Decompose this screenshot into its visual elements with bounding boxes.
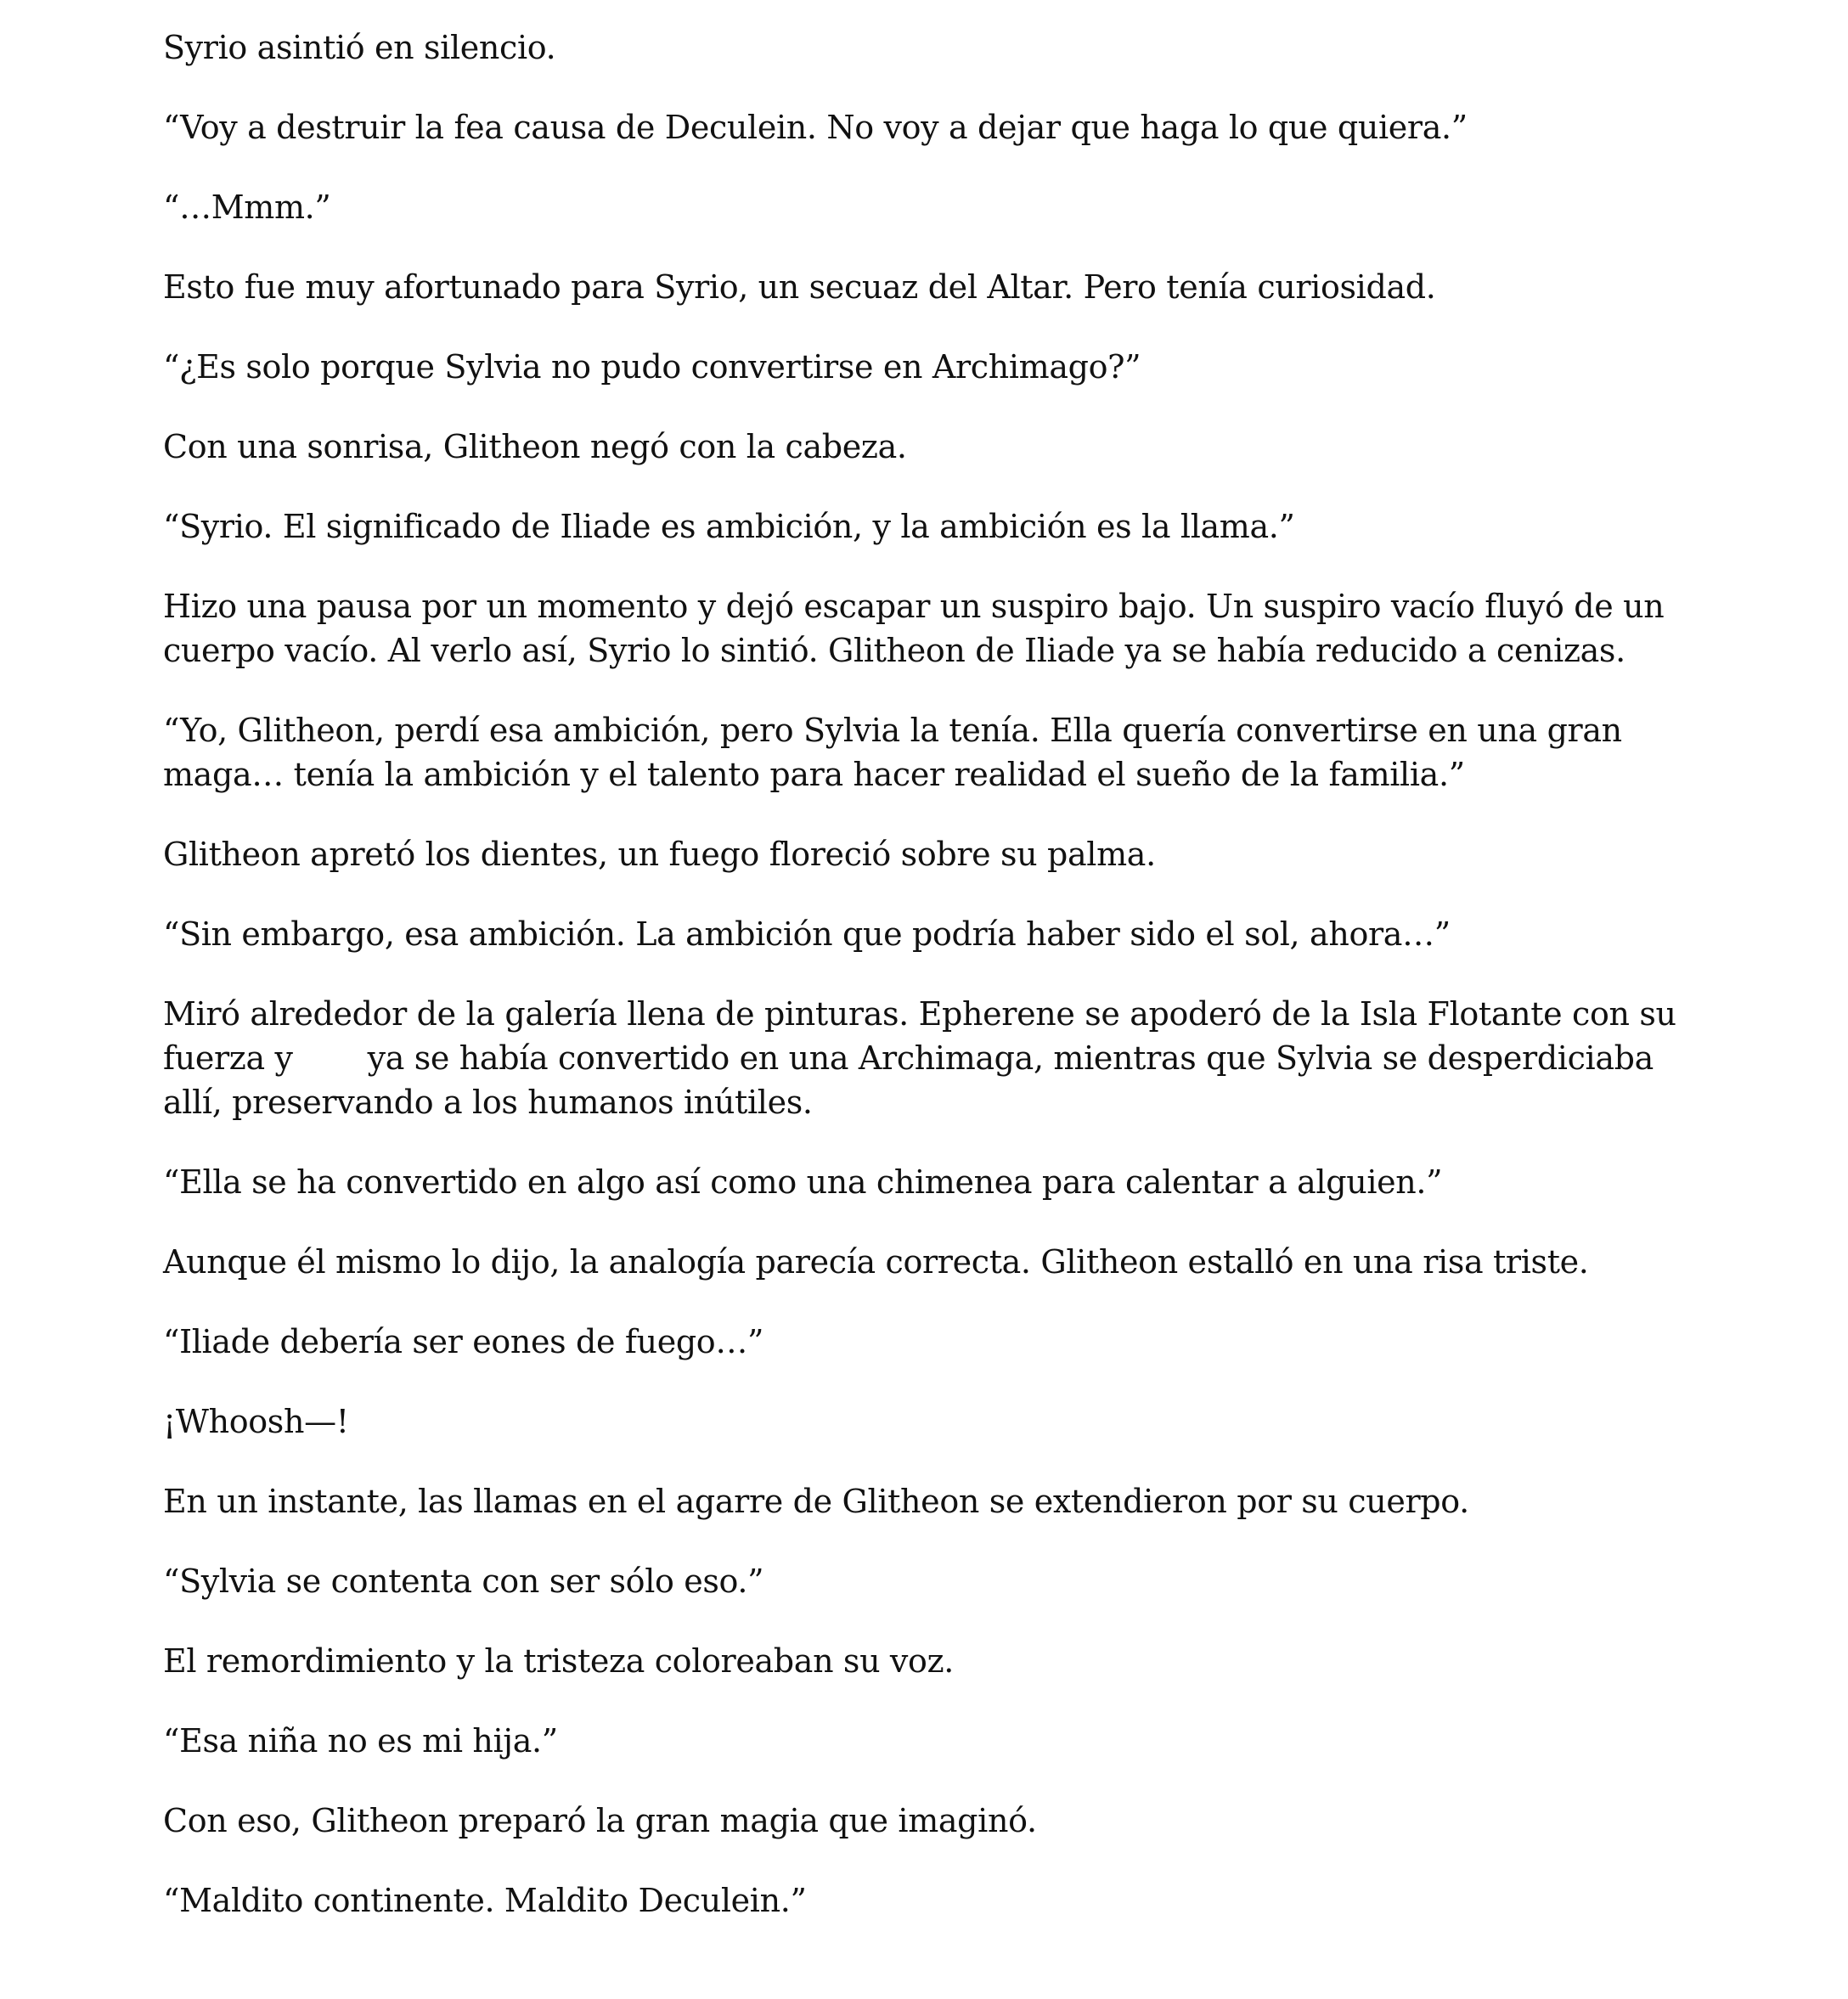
paragraph-19: El remordimiento y la tristeza coloreaban su voz.	[163, 1642, 954, 1680]
paragraph-18: “Sylvia se contenta con ser sólo eso.”	[163, 1563, 764, 1600]
paragraph-21: Con eso, Glitheon preparó la gran magia que imaginó.	[163, 1802, 1037, 1839]
paragraph-13: “Ella se ha convertido en algo así como una chimenea para calentar a alguien.”	[163, 1163, 1443, 1201]
paragraph-10: Glitheon apretó los dientes, un fuego floreció sobre su palma.	[163, 836, 1156, 873]
paragraph-5: “¿Es solo porque Sylvia no pudo convertirse en Archimago?”	[163, 348, 1141, 386]
paragraph-4: Esto fue muy afortunado para Syrio, un secuaz del Altar. Pero tenía curiosidad.	[163, 268, 1436, 306]
paragraph-2: “Voy a destruir la fea causa de Deculein. No voy a dejar que haga lo que quiera.”	[163, 109, 1468, 146]
paragraph-11: “Sin embargo, esa ambición. La ambición que podría haber sido el sol, ahora…”	[163, 915, 1451, 953]
paragraph-1: Syrio asintió en silencio.	[163, 29, 556, 66]
paragraph-9: “Yo, Glitheon, perdí esa ambición, pero Sylvia la tenía. Ella quería convertirse en una gran maga… tenía la ambición y el talento para hacer realidad el sueño de la familia.”	[163, 712, 1622, 793]
paragraph-12	[163, 992, 1692, 1124]
paragraph-20: “Esa niña no es mi hija.”	[163, 1722, 558, 1760]
paragraph-3: “…Mmm.”	[163, 189, 331, 226]
paragraph-15: “Iliade debería ser eones de fuego…”	[163, 1323, 764, 1360]
paragraph-22: “Maldito continente. Maldito Deculein.”	[163, 1882, 807, 1919]
paragraph-6: Con una sonrisa, Glitheon negó con la cabeza.	[163, 428, 907, 465]
paragraph-12-before: Miró alrededor de la galería llena de pinturas. Epherene se apoderó de la Isla Flotante con su fuerza y	[163, 995, 1676, 1077]
document-page	[163, 25, 1692, 1958]
paragraph-14: Aunque él mismo lo dijo, la analogía parecía correcta. Glitheon estalló en una risa triste.	[163, 1243, 1589, 1281]
paragraph-7: “Syrio. El significado de Iliade es ambición, y la ambición es la llama.”	[163, 508, 1295, 545]
paragraph-8: Hizo una pausa por un momento y dejó escapar un suspiro bajo. Un suspiro vacío fluyó de un cuerpo vacío. Al verlo así, Syrio lo sintió. Glitheon de Iliade ya se había reducido a cenizas.	[163, 588, 1665, 669]
paragraph-17: En un instante, las llamas en el agarre de Glitheon se extendieron por su cuerpo.	[163, 1483, 1469, 1520]
paragraph-16: ¡Whoosh—!	[163, 1403, 349, 1440]
paragraph-12-after: ya se había convertido en una Archimaga, mientras que Sylvia se desperdiciaba allí, preservando a los humanos inútiles.	[163, 1039, 1654, 1121]
